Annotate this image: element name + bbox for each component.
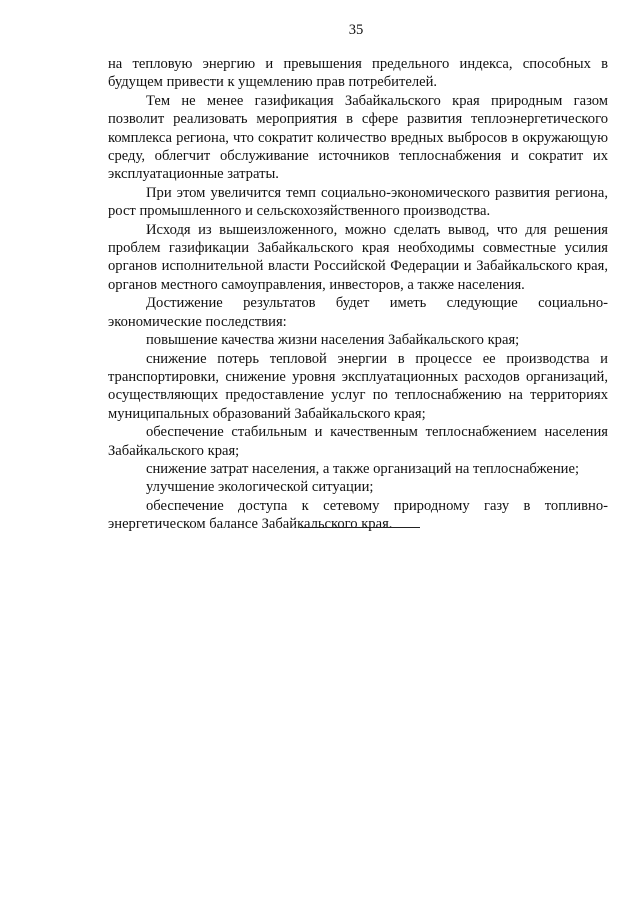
list-item-6: обеспечение доступа к сетевому природному газу в топливно-энергетическом балансе Забайкальского края.	[108, 497, 608, 533]
paragraph-5: Достижение результатов будет иметь следующие социально-экономические последствия:	[108, 295, 608, 330]
list-item-5: улучшение экологической ситуации;	[146, 479, 374, 496]
list-item-3: обеспечение стабильным и качественным теплоснабжением населения Забайкальского края;	[108, 424, 608, 459]
paragraph-4: Исходя из вышеизложенного, можно сделать вывод, что для решения проблем газификации Забайкальского края необходимы совместные усилия органов исполнительной власти Российской Федерации и Забайкальского края, органов местного самоуправления, инвесторов, а также населения.	[108, 221, 608, 293]
paragraph-1: на тепловую энергию и превышения предельного индекса, способных в будущем привести к ущемлению прав потребителей.	[108, 56, 608, 91]
list-item-4: снижение затрат населения, а также организаций на теплоснабжение;	[146, 460, 580, 477]
paragraph-2: Тем не менее газификация Забайкальского края природным газом позволит реализовать мероприятия в сфере развития теплоэнергетического комплекса региона, что сократит количество вредных выбросов в окружающую среду, облегчит обслуживание источников теплоснабжения и сократит их эксплуатационные затраты.	[108, 92, 608, 183]
page-number: 35	[348, 22, 364, 38]
document-body	[108, 55, 608, 534]
list-item-1: повышение качества жизни населения Забайкальского края;	[146, 332, 520, 349]
closing-rule	[300, 527, 420, 528]
paragraph-3: При этом увеличится темп социально-экономического развития региона, рост промышленного и сельскохозяйственного производства.	[108, 184, 608, 220]
list-item-2: снижение потерь тепловой энергии в процессе ее производства и транспортировки, снижение уровня эксплуатационных расходов организаций, осуществляющих предоставление услуг по теплоснабжению на территориях муниципальных образований Забайкальского края;	[108, 350, 608, 422]
